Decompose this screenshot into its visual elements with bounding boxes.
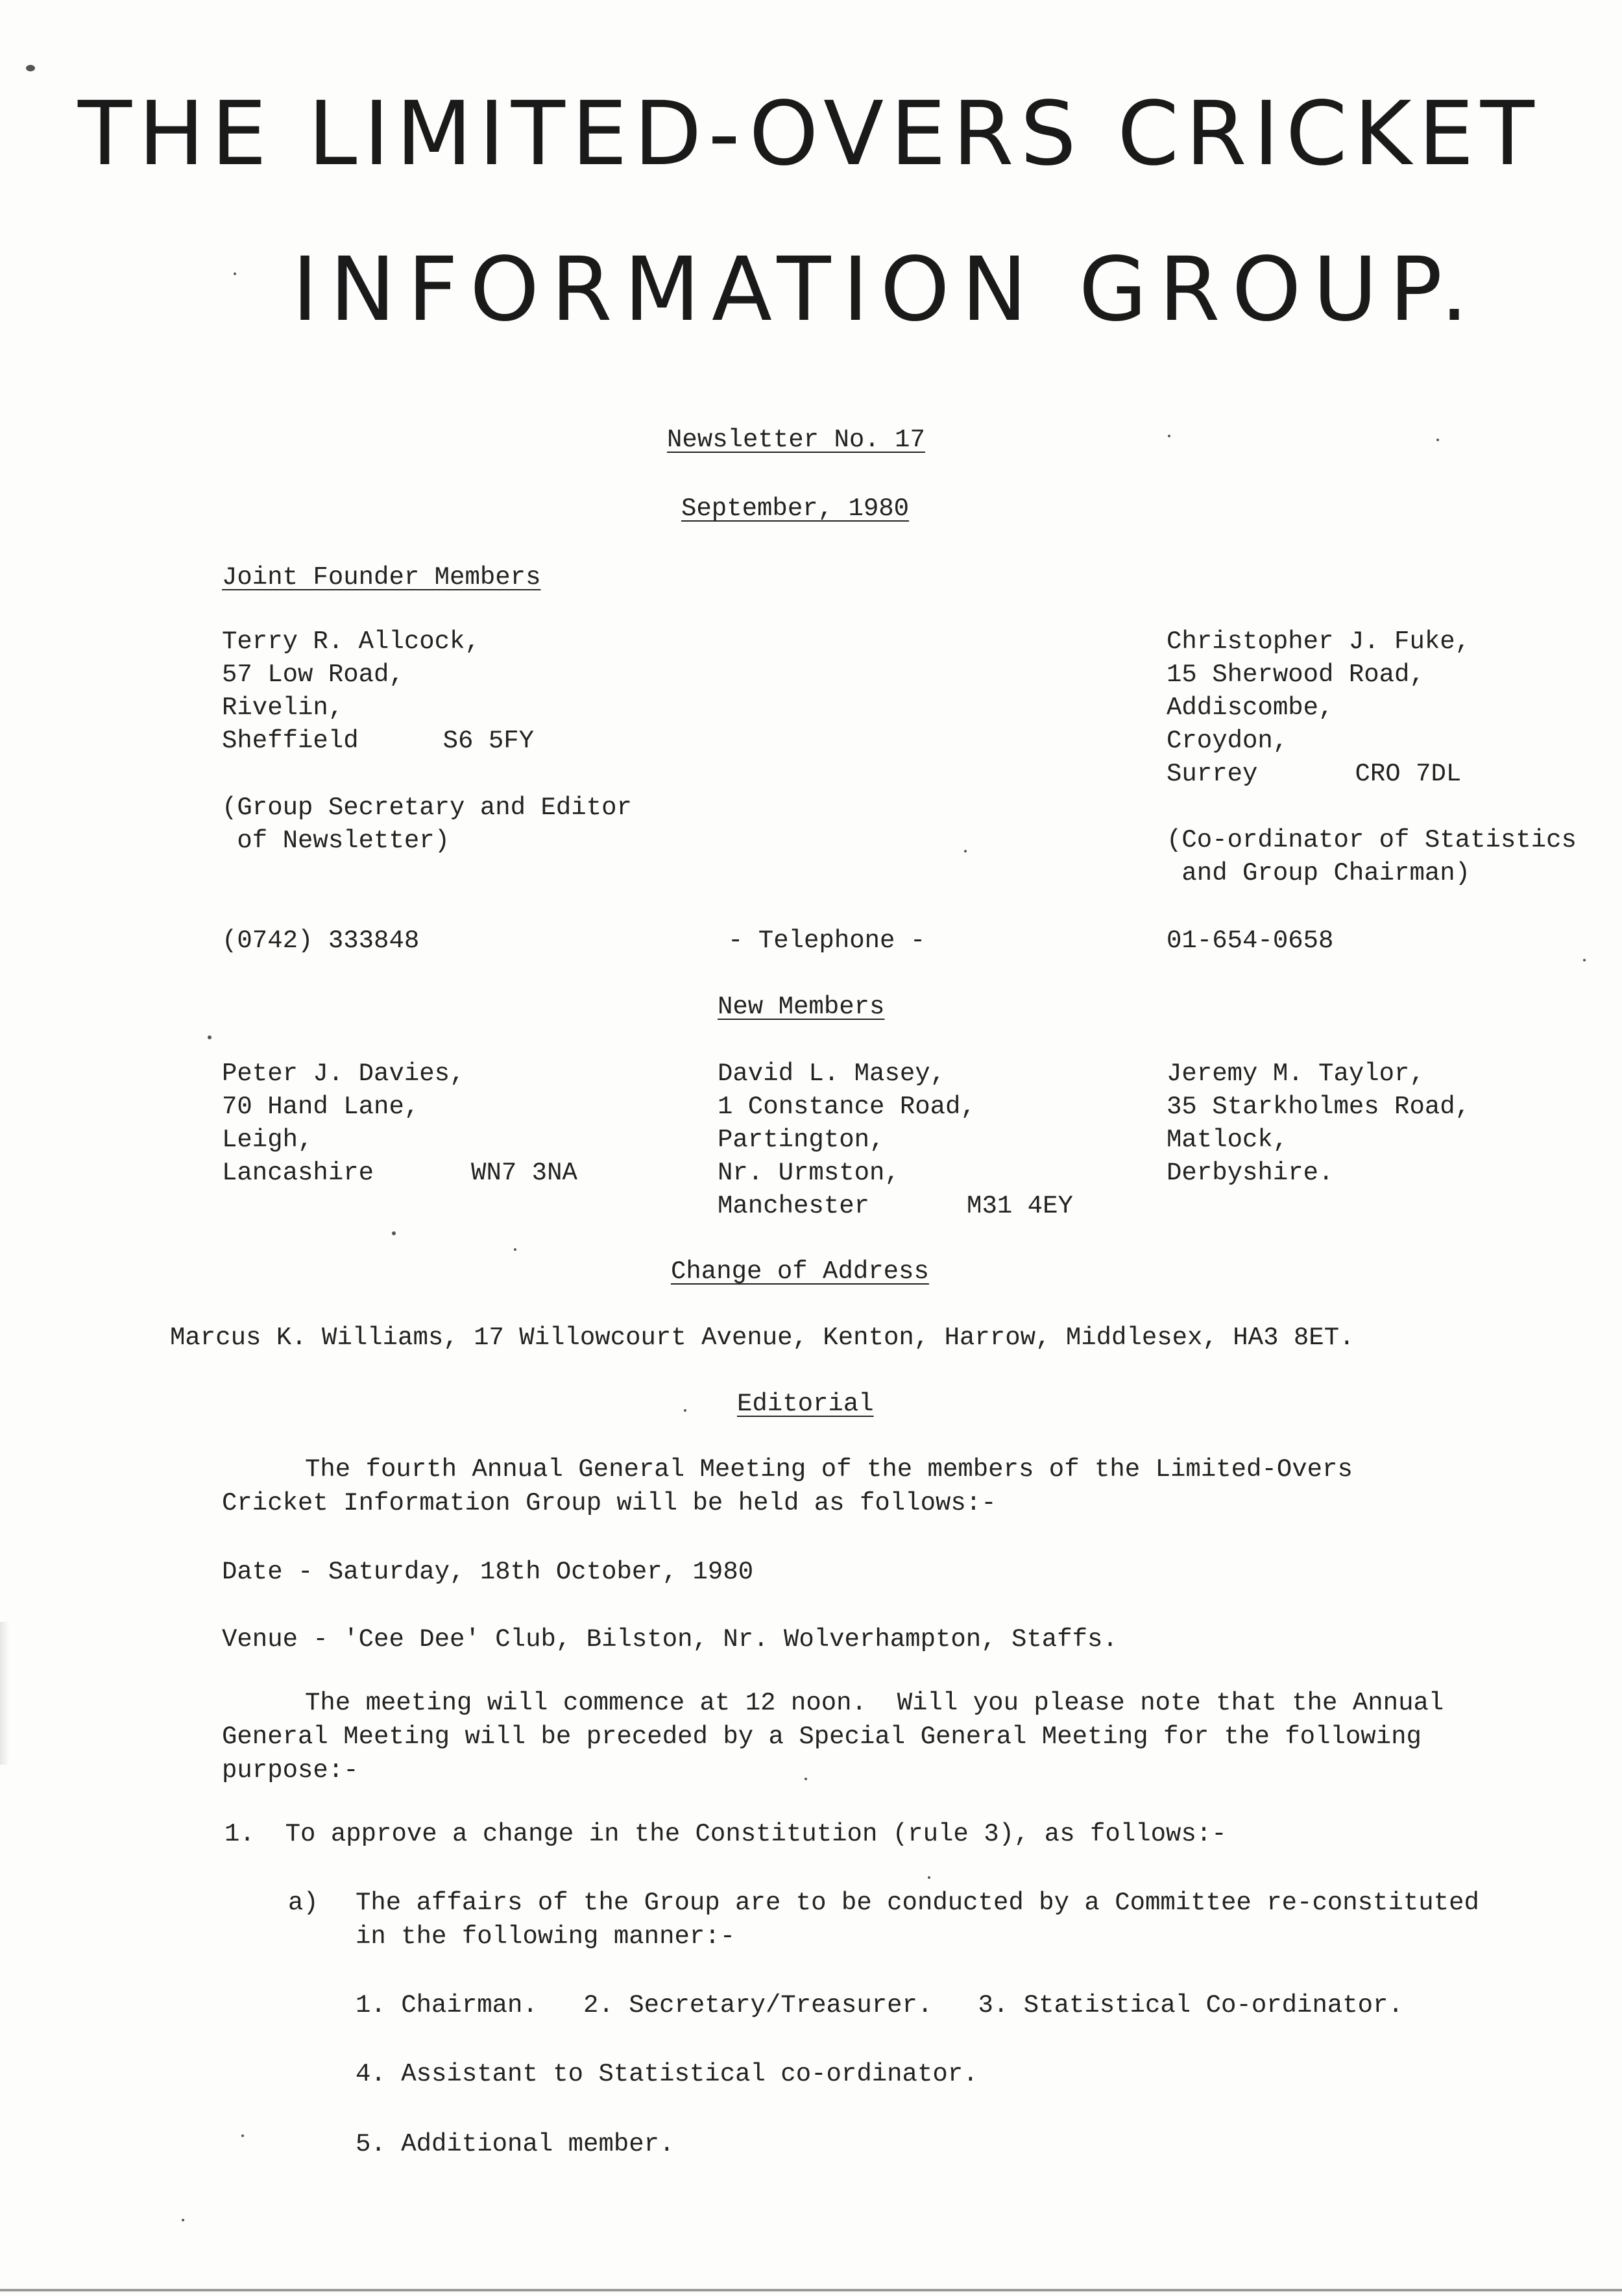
paper-speck [182,2219,184,2221]
paper-speck [26,65,35,71]
agenda-item-1a-line1: The affairs of the Group are to be conducted by a Committee re-constituted [356,1889,1479,1917]
newsletter-date: September, 1980 [681,494,910,523]
paper-speck [964,850,967,852]
editorial-heading: Editorial [737,1390,874,1418]
meeting-date: Date - Saturday, 18th October, 1980 [222,1558,754,1586]
founder-left-street: 57 Low Road, [222,660,404,689]
paper-speck [928,1876,930,1879]
founder-right-role [1167,824,1577,890]
paper-speck [392,1231,396,1235]
new-member-2 [718,1057,1073,1223]
agenda-item-1a-line2: in the following manner:- [356,1922,736,1951]
new-member-2-last-line [718,1190,1073,1223]
new-member-1-line: 70 Hand Lane, [222,1093,420,1121]
committee-roles-row3: 5. Additional member. [356,2130,675,2158]
paper-speck [208,1035,212,1039]
committee-roles-row2: 4. Assistant to Statistical co-ordinator. [356,2060,978,2088]
agenda-item-1a-label: a) [288,1889,319,1917]
founder-left-role-line2: of Newsletter) [222,827,450,855]
scan-edge-shadow [0,1622,9,1765]
new-member-3-line: Jeremy M. Taylor, [1167,1059,1425,1088]
new-member-2-city: Manchester [718,1192,870,1220]
paper-speck [1168,435,1170,437]
founder-right-role-line1: (Co-ordinator of Statistics [1167,826,1577,854]
new-member-1-county: Lancashire [222,1159,374,1187]
founder-left-phone: (0742) 333848 [222,926,420,955]
founder-right-county: Surrey [1167,760,1258,788]
new-member-1 [222,1057,577,1190]
founder-left-city-line [222,725,534,758]
paper-speck [684,1409,686,1412]
paper-speck [805,1778,807,1780]
new-member-1-line: Peter J. Davies, [222,1059,465,1088]
paper-speck [234,272,236,275]
document-title-line2: INFORMATION GROUP. [292,239,1481,341]
new-member-3-line: 35 Starkholmes Road, [1167,1093,1471,1121]
founder-right-role-line2: and Group Chairman) [1167,859,1471,888]
founder-left-role [222,792,632,858]
founders-heading: Joint Founder Members [222,563,541,592]
new-member-3-line: Matlock, [1167,1126,1289,1154]
meeting-line1: The meeting will commence at 12 noon. Will you please note that the Annual [305,1689,1444,1717]
newsletter-number: Newsletter No. 17 [667,426,925,454]
founder-right-address [1167,625,1470,791]
founder-right-street: 15 Sherwood Road, [1167,660,1425,689]
change-of-address-heading: Change of Address [671,1257,929,1286]
new-member-2-line: Partington, [718,1126,885,1154]
founder-left-area: Rivelin, [222,694,344,722]
founder-right-phone: 01-654-0658 [1167,926,1334,955]
document-title-line1: THE LIMITED-OVERS CRICKET [78,83,1541,186]
meeting-line2: General Meeting will be preceded by a Special General Meeting for the following [222,1722,1422,1751]
new-member-3-line: Derbyshire. [1167,1159,1334,1187]
paper-speck [241,2134,244,2137]
editorial-intro-line1: The fourth Annual General Meeting of the members of the Limited-Overs [305,1455,1353,1484]
founder-right-county-line [1167,758,1470,791]
founder-left-city: Sheffield [222,727,359,755]
new-member-1-line: Leigh, [222,1126,313,1154]
meeting-venue: Venue - 'Cee Dee' Club, Bilston, Nr. Wolverhampton, Staffs. [222,1625,1118,1654]
new-member-1-postcode: WN7 3NA [471,1159,577,1187]
founder-left-name: Terry R. Allcock, [222,627,480,656]
founder-right-postcode: CRO 7DL [1355,760,1462,788]
new-member-2-line: David L. Masey, [718,1059,946,1088]
editorial-intro-line2: Cricket Information Group will be held as follows:- [222,1489,997,1517]
founder-left-role-line1: (Group Secretary and Editor [222,793,632,822]
founder-right-name: Christopher J. Fuke, [1167,627,1471,656]
new-member-2-postcode: M31 4EY [967,1192,1073,1220]
new-member-1-last-line [222,1157,577,1190]
new-members-heading: New Members [718,993,885,1021]
founder-left-postcode: S6 5FY [442,727,535,755]
new-member-2-line: Nr. Urmston, [718,1159,900,1187]
paper-speck [1436,439,1439,441]
founder-left-address [222,625,534,758]
change-of-address-text: Marcus K. Williams, 17 Willowcourt Avenue, Kenton, Harrow, Middlesex, HA3 8ET. [170,1323,1355,1352]
meeting-line3: purpose:- [222,1756,359,1785]
new-member-2-line: 1 Constance Road, [718,1093,976,1121]
telephone-label: - Telephone - [728,926,926,955]
committee-roles-row1: 1. Chairman. 2. Secretary/Treasurer. 3. Statistical Co-ordinator. [356,1991,1403,2020]
founder-right-town: Croydon, [1167,727,1289,755]
agenda-item-1: 1. To approve a change in the Constitution (rule 3), as follows:- [224,1820,1227,1848]
new-member-3 [1167,1057,1470,1190]
founder-right-area: Addiscombe, [1167,694,1334,722]
scan-bottom-edge [0,2289,1622,2291]
paper-speck [1583,959,1586,961]
paper-speck [514,1248,516,1251]
